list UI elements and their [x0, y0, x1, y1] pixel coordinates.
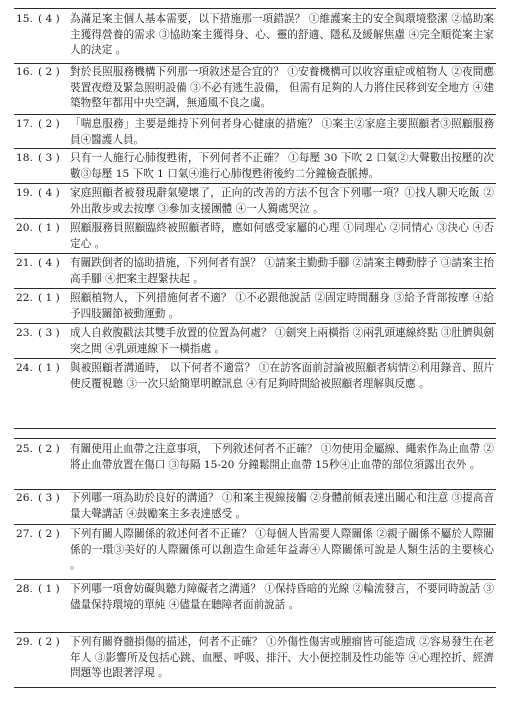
question-row [14, 488, 496, 525]
answer-key: ( 4 ) [38, 257, 60, 269]
question-number: 16. [16, 66, 33, 78]
question-number: 26. [16, 492, 33, 504]
answer-key: ( 2 ) [38, 528, 60, 540]
question-text: 家庭照顧者被發現辭氣變壞了，正向的改善的方法不包含下列哪一項？①找人聊天吃飯 ②外出散步或去按摩 ③參加支援團體 ④一人獨處哭泣 。 [70, 187, 494, 215]
question-text: 有關跌倒者的協助措施，下列何者有誤？ ①請案主勤動手腳 ②請案主轉動脖子 ③請案主抬高手腳 ④把案主趕緊扶起 。 [70, 257, 494, 285]
question-number: 15. [16, 13, 33, 25]
question-text: 照顧植物人，下列措施何者不適？ ①不必跟他說話 ②固定時間翻身 ③給予背部按摩 ④給予四肢關節被動運動 。 [70, 292, 494, 320]
answer-key: ( 4 ) [38, 187, 60, 199]
question-number: 18. [16, 152, 33, 164]
answer-key: ( 1 ) [38, 583, 60, 595]
question-row [14, 579, 496, 633]
answer-key: ( 2 ) [38, 66, 60, 78]
question-text: 下列有關人際關係的敘述何者不正確？ ①每個人皆需要人際關係 ②親子關係不屬於人際關係的一環③美好的人際關係可以創造生命延年益壽④人際關係可說是人類生活的主要核心 。 [70, 528, 494, 571]
answer-key: ( 4 ) [38, 13, 60, 25]
question-row [14, 632, 496, 688]
question-row [14, 8, 496, 64]
question-text: 為滿足案主個人基本需要，以下措施那一項錯誤？ ①維護案主的安全與環境整潔 ②協助案主獲得營養的需求 ③協助案主獲得身、心、靈的舒適、隱私及緩解焦慮 ④完全順從案主家人的決定 。 [70, 13, 494, 56]
question-text: 照顧服務員照顧臨終被照顧者時，應如何感受家屬的心理 ①同理心 ②同情心 ③決心 ④否定心 。 [70, 222, 494, 250]
answer-key: ( 1 ) [38, 292, 60, 304]
question-number: 17. [16, 118, 33, 130]
question-row [14, 62, 496, 115]
question-number: 29. [16, 636, 33, 648]
question-number: 28. [16, 583, 33, 595]
question-text: 下列哪一項會妨礙與聽力障礙者之溝通？ ①保持昏暗的光線 ②輪流發言，不要同時說話 ③儘量保持環境的單純 ④儘量在聽障者面前說話 。 [70, 583, 494, 611]
question-number: 22. [16, 292, 33, 304]
answer-key: ( 3 ) [38, 327, 60, 339]
question-row [14, 218, 496, 254]
question-row [14, 148, 496, 184]
question-number: 27. [16, 528, 33, 540]
question-number: 25. [16, 443, 33, 455]
question-row [14, 253, 496, 289]
question-text: 只有一人施行心肺復甦術，下列何者不正確？ ①每壓 30 下吹 2 口氣②大聲數出按壓的次數③每壓 15 下吹 1 口氣④進行心肺復甦術後約二分鐘檢查脈搏。 [70, 152, 494, 180]
question-number: 24. [16, 362, 33, 374]
answer-key: ( 3 ) [38, 152, 60, 164]
question-number: 23. [16, 327, 33, 339]
question-text: 有關使用止血帶之注意事項， 下列敘述何者不正確？ ①勿使用金屬線、繩索作為止血帶 ②將止血帶放置在傷口 ③每隔 15-20 分鐘鬆開止血帶 15秒④止血帶的部位須露出衣外 。 [70, 443, 494, 471]
question-text: 對於長照服務機構下列那一項敘述是合宜的？ ①安養機構可以收容重症或植物人 ②夜間應裝置夜燈及緊急照明設備 ③不必有逃生設備， 但需有足夠的人力將住民移到安全地方 ④建築物整年都用中央空調，無通風不良之虞。 [70, 66, 494, 109]
question-row [14, 358, 496, 429]
question-number: 21. [16, 257, 33, 269]
question-row [14, 524, 496, 580]
question-text: 成人自救腹戳法其雙手放置的位置為何處？ ①劍突上兩橫指 ②兩乳頭連線終點 ③肚臍與劍突之間 ④乳頭連線下一橫指處 。 [70, 327, 494, 355]
question-row [14, 114, 496, 149]
question-text: 與被照顧者溝通時， 以下何者不適當？ ①在訪客面前討論被照顧者病情②利用錄音、照片使反覆視聽 ③一次只給簡單明瞭訊息 ④有足夠時間給被照顧者理解與反應 。 [70, 362, 494, 390]
answer-key: ( 2 ) [38, 118, 60, 130]
question-row [14, 323, 496, 359]
question-number: 19. [16, 187, 33, 199]
question-text: 「喘息服務」主要是維持下列何者身心健康的措施？ ①案主②家庭主要照顧者③照顧服務員④醫護人員。 [70, 118, 494, 146]
answer-key: ( 3 ) [38, 492, 60, 504]
question-row [14, 438, 496, 490]
question-number: 20. [16, 222, 33, 234]
exam-sheet [14, 8, 496, 712]
answer-key: ( 1 ) [38, 362, 60, 374]
answer-key: ( 2 ) [38, 636, 60, 648]
question-text: 下列哪一項為助於良好的溝通？ ①和案主視線接觸 ②身體前傾表達出關心和注意 ③提高音量大聲講話 ④鼓勵案主多表達感受 。 [70, 492, 494, 520]
answer-key: ( 2 ) [38, 443, 60, 455]
question-row [14, 288, 496, 324]
question-text: 下列有關脊髓損傷的描述，何者不正確？ ①外傷性傷害或腫瘤皆可能造成 ②容易發生在老年人 ③影響所及包括心跳、血壓、呼吸、排汗、大小便控制及性功能等 ④心理控折、經濟問題等也跟著浮現 。 [70, 636, 494, 679]
question-row [14, 183, 496, 219]
answer-key: ( 1 ) [38, 222, 60, 234]
